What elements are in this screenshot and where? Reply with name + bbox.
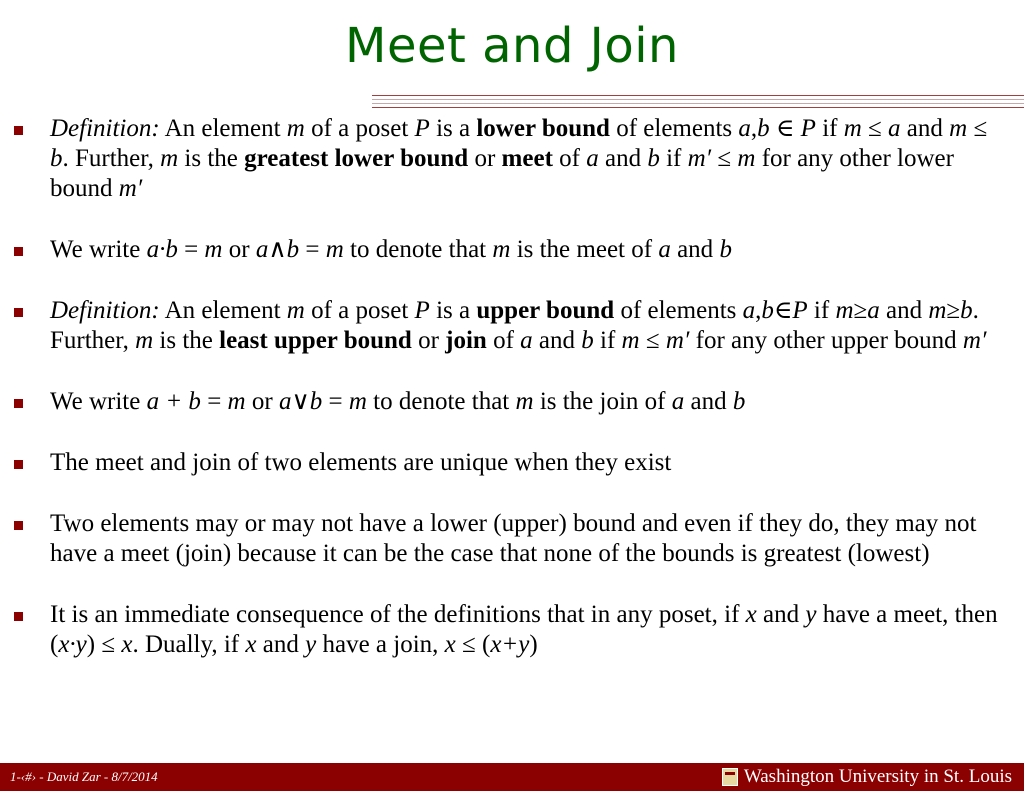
text-run: to denote that xyxy=(366,388,516,415)
math-symbol: a xyxy=(658,236,671,263)
text-run: and xyxy=(598,145,648,172)
math-symbol: b xyxy=(647,145,660,172)
text-run: ≥ xyxy=(853,297,868,324)
math-symbol: a xyxy=(742,297,756,324)
text-run: is the xyxy=(153,327,220,354)
math-symbol: a∨b xyxy=(278,388,323,415)
bullet-marker-icon xyxy=(14,247,23,256)
math-symbol: m xyxy=(348,388,367,415)
math-symbol: a xyxy=(867,297,880,324)
math-symbol: P xyxy=(792,297,808,324)
math-symbol: P xyxy=(414,115,430,142)
bullet-marker-icon xyxy=(14,612,23,621)
text-run: An element xyxy=(159,115,287,142)
math-symbol: b xyxy=(719,236,732,263)
text-run: and xyxy=(684,388,733,415)
text-run: is a xyxy=(429,297,477,324)
bullet-text xyxy=(50,297,986,354)
bullet-text xyxy=(50,388,745,415)
footer-left-text: 1-‹#› - David Zar - 8/7/2014 xyxy=(10,769,158,784)
text-run: ≤ xyxy=(967,115,988,142)
bullet-item xyxy=(14,509,1004,569)
math-symbol: a xyxy=(738,115,751,142)
text-run: = xyxy=(299,236,326,263)
bold-term: upper bound xyxy=(476,297,615,324)
text-run: We write xyxy=(50,388,147,415)
math-symbol: x xyxy=(245,631,257,658)
math-symbol: b xyxy=(960,297,973,324)
text-run: of a poset xyxy=(304,115,415,142)
text-run: for any other upper bound xyxy=(689,327,963,354)
math-symbol: m′ xyxy=(962,327,987,354)
title-divider xyxy=(372,95,1024,111)
text-run: and xyxy=(256,631,306,658)
bullet-text xyxy=(50,236,732,263)
math-symbol: a xyxy=(586,145,599,172)
math-symbol: m′ xyxy=(687,145,712,172)
text-run: or xyxy=(468,145,502,172)
math-symbol: x xyxy=(121,631,133,658)
math-symbol: x xyxy=(444,631,456,658)
text-run: We write xyxy=(50,236,147,263)
text-run: An element xyxy=(159,297,287,324)
text-run: is the join of xyxy=(533,388,672,415)
text-run: if xyxy=(815,115,844,142)
text-run: Two elements may or may not have a lower (upper) bound and even if they do, they may not have a meet (join) because it can be the case that none of the bounds is greatest (lowest) xyxy=(50,510,977,567)
text-run: if xyxy=(807,297,836,324)
text-run: have a meet, then ( xyxy=(50,601,998,658)
math-symbol: m xyxy=(835,297,854,324)
math-symbol: a∧b xyxy=(255,236,300,263)
text-run: and xyxy=(900,115,950,142)
text-run: . Dually, if xyxy=(132,631,246,658)
bullet-marker-icon xyxy=(14,399,23,408)
bold-term: greatest lower bound xyxy=(244,145,469,172)
bullet-item xyxy=(14,296,1004,356)
math-symbol: m xyxy=(492,236,511,263)
text-run: ) xyxy=(529,631,538,658)
text-run: have a join, xyxy=(316,631,445,658)
text-run: and xyxy=(532,327,582,354)
bold-term: least upper bound xyxy=(219,327,412,354)
text-run: or xyxy=(245,388,279,415)
bullet-item xyxy=(14,114,1004,204)
text-run: ≤ xyxy=(639,327,666,354)
text-run: of elements xyxy=(614,297,743,324)
footer-bar xyxy=(0,763,1024,791)
math-symbol: m xyxy=(227,388,246,415)
text-run: ≤ xyxy=(861,115,889,142)
text-run: and xyxy=(756,601,806,628)
math-symbol: a·b xyxy=(146,236,178,263)
text-run: = xyxy=(177,236,205,263)
text-run: = xyxy=(200,388,228,415)
text-run: of xyxy=(486,327,521,354)
bullet-item xyxy=(14,448,1004,478)
text-run: ≥ xyxy=(946,297,961,324)
text-run: ≤ ( xyxy=(455,631,491,658)
footer-right xyxy=(722,766,1012,788)
text-run: of a poset xyxy=(304,297,415,324)
bullet-text xyxy=(50,601,998,658)
math-symbol: Definition: xyxy=(50,115,160,142)
math-symbol: b xyxy=(757,115,770,142)
math-symbol: m xyxy=(135,327,154,354)
math-symbol: b xyxy=(732,388,746,415)
text-run: or xyxy=(222,236,256,263)
text-run: . Further, xyxy=(62,145,161,172)
text-run: ) ≤ xyxy=(86,631,122,658)
text-run: ≤ xyxy=(711,145,738,172)
math-symbol: m xyxy=(204,236,223,263)
bold-term: lower bound xyxy=(476,115,610,142)
bullet-marker-icon xyxy=(14,308,23,317)
math-symbol: m xyxy=(325,236,344,263)
text-run: = xyxy=(322,388,349,415)
text-run: , xyxy=(750,115,758,142)
math-symbol: x+y xyxy=(490,631,530,658)
math-symbol: a xyxy=(888,115,901,142)
bullet-item xyxy=(14,235,1004,265)
text-run: to denote that xyxy=(343,236,493,263)
math-symbol: a + b xyxy=(146,388,201,415)
text-run: The meet and join of two elements are unique when they exist xyxy=(50,449,672,476)
text-run: is the xyxy=(178,145,245,172)
text-run: is a xyxy=(429,115,477,142)
text-run: or xyxy=(411,327,446,354)
text-run: if xyxy=(659,145,688,172)
math-symbol: m xyxy=(737,145,756,172)
bold-term: meet xyxy=(501,145,553,172)
math-symbol: Definition: xyxy=(50,297,160,324)
text-run: of elements xyxy=(609,115,739,142)
text-run: is the meet of xyxy=(510,236,659,263)
math-symbol: m xyxy=(286,115,305,142)
math-symbol: x·y xyxy=(58,631,87,658)
math-symbol: m′ xyxy=(118,175,143,202)
math-symbol: m xyxy=(160,145,179,172)
math-symbol: m′ xyxy=(665,327,690,354)
math-symbol: m xyxy=(928,297,947,324)
text-run: if xyxy=(593,327,622,354)
text-run: and xyxy=(879,297,929,324)
bullet-text xyxy=(50,449,671,476)
bullet-item xyxy=(14,600,1004,660)
math-symbol: x xyxy=(745,601,757,628)
university-shield-icon xyxy=(722,768,738,786)
text-run: and xyxy=(670,236,720,263)
math-symbol: m xyxy=(286,297,305,324)
text-run: It is an immediate consequence of the definitions that in any poset, if xyxy=(50,601,746,628)
bullet-text xyxy=(50,115,987,202)
text-run: ∈ xyxy=(769,115,801,142)
math-symbol: a xyxy=(671,388,685,415)
math-symbol: m xyxy=(843,115,862,142)
math-symbol: m xyxy=(949,115,968,142)
slide-title: Meet and Join xyxy=(345,18,679,74)
bullet-item xyxy=(14,387,1004,417)
math-symbol: P xyxy=(414,297,430,324)
text-run: , xyxy=(755,297,762,324)
math-symbol: b xyxy=(581,327,594,354)
bullet-text xyxy=(50,510,976,567)
math-symbol: P xyxy=(800,115,816,142)
bold-term: join xyxy=(445,327,487,354)
text-run: for any other lower bound xyxy=(50,145,954,202)
bullet-marker-icon xyxy=(14,521,23,530)
text-run: ∈ xyxy=(773,297,793,324)
math-symbol: y xyxy=(805,601,817,628)
math-symbol: m xyxy=(515,388,534,415)
text-run: . Further, xyxy=(50,297,979,354)
math-symbol: y xyxy=(305,631,317,658)
math-symbol: b xyxy=(50,145,63,172)
footer-university-name: Washington University in St. Louis xyxy=(743,766,1012,787)
bullet-list xyxy=(14,114,1004,691)
bullet-marker-icon xyxy=(14,126,23,135)
text-run: of xyxy=(552,145,587,172)
math-symbol: m xyxy=(621,327,640,354)
math-symbol: b xyxy=(761,297,774,324)
math-symbol: a xyxy=(520,327,533,354)
bullet-marker-icon xyxy=(14,460,23,469)
